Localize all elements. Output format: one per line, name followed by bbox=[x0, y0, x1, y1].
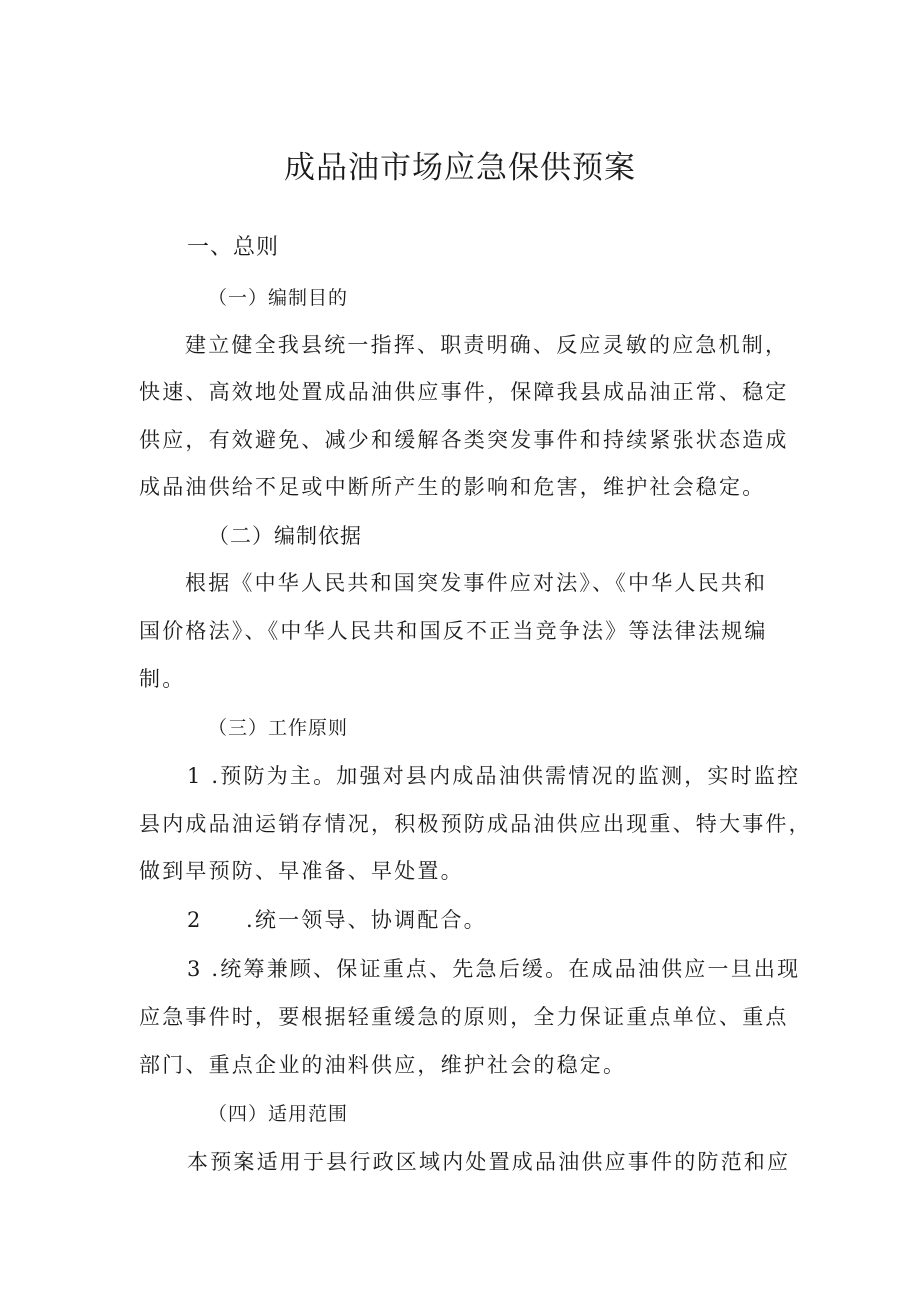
paragraph-line: 部门、重点企业的油料供应，维护社会的稳定。 bbox=[139, 1053, 627, 1077]
subsection-heading-principles: （三）工作原则 bbox=[208, 717, 349, 739]
section-heading-general: 一、总则 bbox=[187, 235, 280, 260]
paragraph-line: 制。 bbox=[139, 667, 186, 691]
subsection-heading-purpose: （一）编制目的 bbox=[208, 287, 349, 309]
paragraph-line: 建立健全我县统一指挥、职责明确、反应灵敏的应急机制， bbox=[185, 333, 789, 357]
list-item-number: 2 bbox=[187, 908, 202, 932]
paragraph-line: 做到早预防、早准备、早处置。 bbox=[139, 859, 464, 883]
paragraph-line: 本预案适用于县行政区域内处置成品油供应事件的防范和应 bbox=[187, 1150, 791, 1174]
document-title: 成品油市场应急保供预案 bbox=[284, 150, 636, 186]
paragraph-line: 3 .统筹兼顾、保证重点、先急后缓。在成品油供应一旦出现 bbox=[187, 957, 801, 981]
paragraph-line: 供应，有效避免、减少和缓解各类突发事件和持续紧张状态造成 bbox=[139, 428, 789, 452]
subsection-heading-basis: （二）编制依据 bbox=[208, 524, 362, 548]
paragraph-line: 根据《中华人民共和国突发事件应对法》、《中华人民共和 bbox=[185, 571, 768, 595]
paragraph-line: 县内成品油运销存情况，积极预防成品油供应出现重、特大事件， bbox=[139, 812, 812, 836]
paragraph-line: 1 .预防为主。加强对县内成品油供需情况的监测，实时监控 bbox=[187, 764, 801, 788]
subsection-heading-scope: （四）适用范围 bbox=[208, 1103, 349, 1125]
paragraph-line: 应急事件时，要根据轻重缓急的原则，全力保证重点单位、重点 bbox=[139, 1005, 789, 1029]
paragraph-line: 成品油供给不足或中断所产生的影响和危害，维护社会稳定。 bbox=[139, 475, 766, 499]
paragraph-line: .统一领导、协调配合。 bbox=[246, 908, 487, 932]
paragraph-line: 快速、高效地处置成品油供应事件，保障我县成品油正常、稳定 bbox=[139, 380, 789, 404]
paragraph-line: 国价格法》、《中华人民共和国反不正当竞争法》等法律法规编 bbox=[139, 619, 768, 643]
